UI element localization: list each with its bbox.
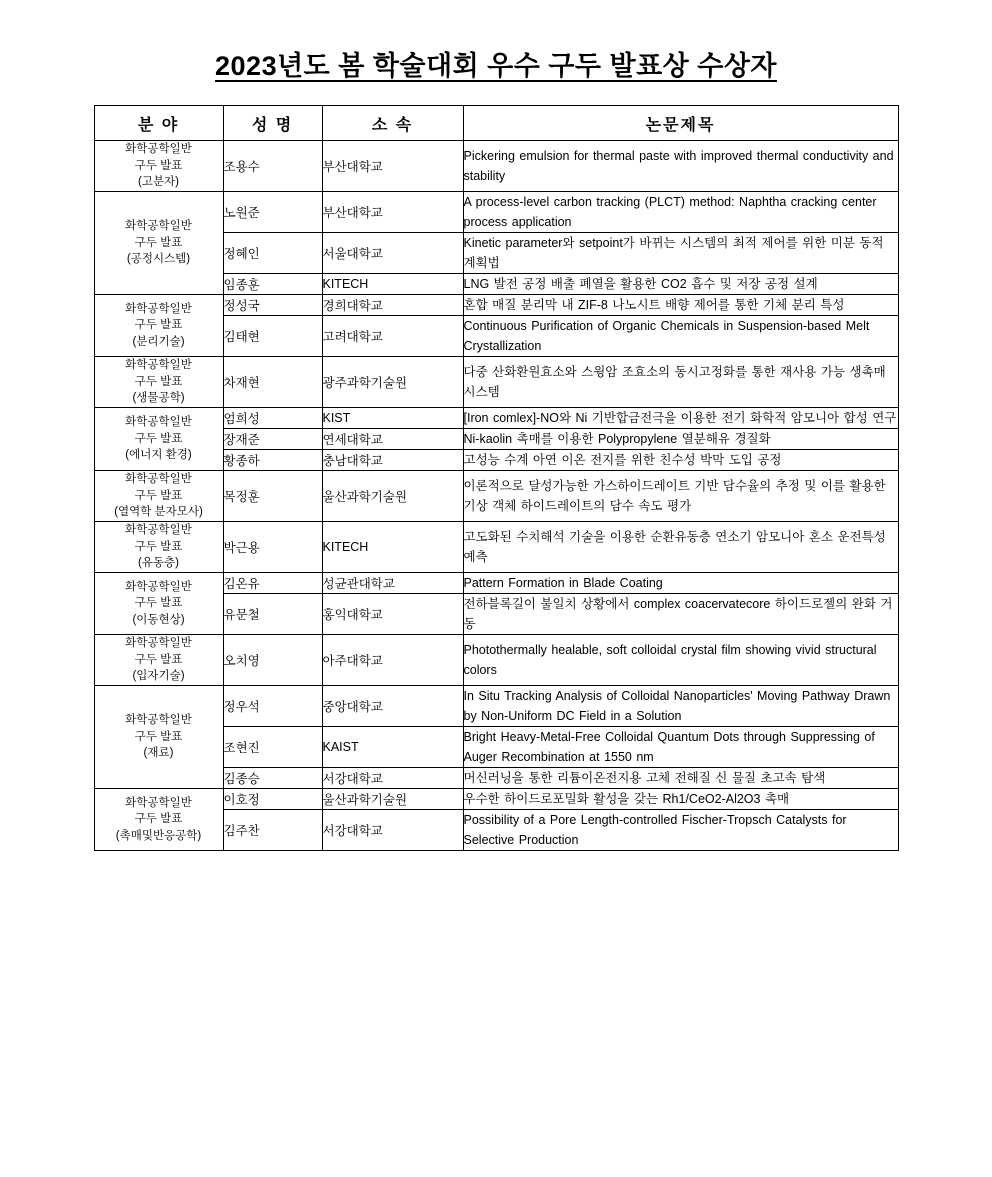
field-line: 구두 발표 xyxy=(134,432,183,445)
cell-name: 오치영 xyxy=(223,635,322,686)
table-row xyxy=(94,357,898,408)
cell-name: 김태현 xyxy=(223,316,322,357)
field-line: (유동층) xyxy=(138,557,179,570)
field-line: 화학공학일반 xyxy=(125,524,192,537)
cell-paper-title: Pattern Formation in Blade Coating xyxy=(463,573,898,594)
cell-name: 목정훈 xyxy=(223,471,322,522)
field-line: (열역학 분자모사) xyxy=(114,506,203,519)
cell-affiliation: 연세대학교 xyxy=(322,429,463,450)
cell-name: 조용수 xyxy=(223,141,322,192)
field-line: (입자기술) xyxy=(132,670,185,683)
field-line: 화학공학일반 xyxy=(125,302,192,315)
cell-paper-title: 전하블록길이 불일치 상황에서 complex coacervatecore 하이드로젤의 완화 거동 xyxy=(463,594,898,635)
field-line: 구두 발표 xyxy=(134,489,183,502)
cell-name: 박근용 xyxy=(223,522,322,573)
cell-affiliation: KITECH xyxy=(322,274,463,295)
cell-field xyxy=(94,141,223,192)
field-line: 구두 발표 xyxy=(134,159,183,172)
cell-paper-title: 이론적으로 달성가능한 가스하이드레이트 기반 담수율의 추정 및 이를 활용한 기상 객체 하이드레이트의 담수 속도 평가 xyxy=(463,471,898,522)
field-line: 화학공학일반 xyxy=(125,714,192,727)
cell-paper-title: 혼합 매질 분리막 내 ZIF-8 나노시트 배향 제어를 통한 기체 분리 특성 xyxy=(463,295,898,316)
field-line: 화학공학일반 xyxy=(125,637,192,650)
cell-affiliation: KITECH xyxy=(322,522,463,573)
cell-paper-title: Continuous Purification of Organic Chemicals in Suspension-based Melt Crystallization xyxy=(463,316,898,357)
field-line: (재료) xyxy=(143,747,174,760)
cell-paper-title: 다중 산화환원효소와 스윙암 조효소의 동시고정화를 통한 재사용 가능 생촉매 시스템 xyxy=(463,357,898,408)
field-line: 화학공학일반 xyxy=(125,796,192,809)
table-row xyxy=(94,192,898,233)
cell-name: 장재준 xyxy=(223,429,322,450)
cell-name: 엄희성 xyxy=(223,408,322,429)
field-line: 화학공학일반 xyxy=(125,416,192,429)
page-title: 2023년도 봄 학술대회 우수 구두 발표상 수상자 xyxy=(215,51,777,81)
cell-affiliation: 아주대학교 xyxy=(322,635,463,686)
field-line: 구두 발표 xyxy=(134,319,183,332)
table-header xyxy=(94,106,898,141)
cell-paper-title: LNG 발전 공정 배출 폐열을 활용한 CO2 흡수 및 저장 공정 설계 xyxy=(463,274,898,295)
cell-affiliation: 광주과학기술원 xyxy=(322,357,463,408)
field-line: 화학공학일반 xyxy=(125,473,192,486)
cell-affiliation: 서강대학교 xyxy=(322,768,463,789)
cell-paper-title: Kinetic parameter와 setpoint가 바뀌는 시스템의 최적 제어를 위한 미분 동적 계획법 xyxy=(463,233,898,274)
field-line: 구두 발표 xyxy=(134,813,183,826)
table-row xyxy=(94,471,898,522)
field-line: (고분자) xyxy=(138,176,179,189)
cell-field xyxy=(94,357,223,408)
cell-affiliation: 경희대학교 xyxy=(322,295,463,316)
cell-affiliation: 부산대학교 xyxy=(322,192,463,233)
cell-field xyxy=(94,573,223,635)
column-header-field: 분 야 xyxy=(94,106,223,141)
cell-name: 정우석 xyxy=(223,686,322,727)
cell-field xyxy=(94,192,223,295)
cell-affiliation: 성균관대학교 xyxy=(322,573,463,594)
cell-paper-title: 고도화된 수치해석 기술을 이용한 순환유동층 연소기 암모니아 혼소 운전특성 예측 xyxy=(463,522,898,573)
cell-affiliation: 중앙대학교 xyxy=(322,686,463,727)
field-line: 구두 발표 xyxy=(134,540,183,553)
column-header-affiliation: 소 속 xyxy=(322,106,463,141)
field-line: (에너지 환경) xyxy=(125,449,192,462)
cell-paper-title: In Situ Tracking Analysis of Colloidal Nanoparticles' Moving Pathway Drawn by Non-Uniform DC Field in a Solution xyxy=(463,686,898,727)
field-line: 구두 발표 xyxy=(134,375,183,388)
table-row xyxy=(94,295,898,316)
cell-name: 황종하 xyxy=(223,450,322,471)
cell-paper-title: Photothermally healable, soft colloidal crystal film showing vivid structural colors xyxy=(463,635,898,686)
table-row xyxy=(94,141,898,192)
cell-name: 조현진 xyxy=(223,727,322,768)
cell-affiliation: 부산대학교 xyxy=(322,141,463,192)
cell-affiliation: 충남대학교 xyxy=(322,450,463,471)
table-body xyxy=(94,141,898,851)
cell-affiliation: KIST xyxy=(322,408,463,429)
cell-paper-title: 우수한 하이드로포밀화 활성을 갖는 Rh1/CeO2-Al2O3 촉매 xyxy=(463,789,898,810)
cell-paper-title: 고성능 수계 아연 이온 전지를 위한 친수성 박막 도입 공정 xyxy=(463,450,898,471)
award-list-table xyxy=(94,105,899,851)
cell-name: 유문철 xyxy=(223,594,322,635)
field-line: (생물공학) xyxy=(132,392,185,405)
cell-affiliation: 울산과학기술원 xyxy=(322,471,463,522)
table-header-row xyxy=(94,106,898,141)
cell-affiliation: 울산과학기술원 xyxy=(322,789,463,810)
cell-paper-title: Possibility of a Pore Length-controlled Fischer-Tropsch Catalysts for Selective Production xyxy=(463,810,898,851)
cell-name: 김주찬 xyxy=(223,810,322,851)
field-line: 화학공학일반 xyxy=(125,580,192,593)
field-line: 구두 발표 xyxy=(134,236,183,249)
cell-paper-title: Ni-kaolin 촉매를 이용한 Polypropylene 열분해유 경질화 xyxy=(463,429,898,450)
cell-paper-title: [Iron comlex]-NO와 Ni 기반합금전극을 이용한 전기 화학적 암모니아 합성 연구 xyxy=(463,408,898,429)
cell-name: 차재현 xyxy=(223,357,322,408)
field-line: (촉매및반응공학) xyxy=(115,829,202,842)
field-line: 구두 발표 xyxy=(134,653,183,666)
cell-affiliation: 서울대학교 xyxy=(322,233,463,274)
cell-affiliation: 서강대학교 xyxy=(322,810,463,851)
field-line: 화학공학일반 xyxy=(125,143,192,155)
table-row xyxy=(94,522,898,573)
cell-field xyxy=(94,522,223,573)
field-line: 화학공학일반 xyxy=(125,220,192,232)
cell-affiliation: 고려대학교 xyxy=(322,316,463,357)
cell-name: 정성국 xyxy=(223,295,322,316)
cell-field xyxy=(94,408,223,471)
table-row xyxy=(94,408,898,429)
field-line: 구두 발표 xyxy=(134,730,183,743)
cell-name: 김종승 xyxy=(223,768,322,789)
cell-affiliation: KAIST xyxy=(322,727,463,768)
cell-paper-title: Bright Heavy-Metal-Free Colloidal Quantum Dots through Suppressing of Auger Recombination at 1550 nm xyxy=(463,727,898,768)
cell-field xyxy=(94,471,223,522)
cell-field xyxy=(94,789,223,851)
field-line: 화학공학일반 xyxy=(125,359,192,372)
cell-name: 김온유 xyxy=(223,573,322,594)
cell-name: 임종훈 xyxy=(223,274,322,295)
field-line: 구두 발표 xyxy=(134,597,183,610)
cell-field xyxy=(94,635,223,686)
cell-name: 이호정 xyxy=(223,789,322,810)
table-row xyxy=(94,573,898,594)
table-row xyxy=(94,686,898,727)
table-row xyxy=(94,635,898,686)
cell-field xyxy=(94,686,223,789)
cell-name: 정혜인 xyxy=(223,233,322,274)
field-line: (공정시스템) xyxy=(126,253,191,266)
cell-name: 노원준 xyxy=(223,192,322,233)
cell-paper-title: A process-level carbon tracking (PLCT) method: Naphtha cracking center process application xyxy=(463,192,898,233)
column-header-name: 성 명 xyxy=(223,106,322,141)
field-line: (분리기술) xyxy=(132,335,185,348)
table-row xyxy=(94,789,898,810)
cell-field xyxy=(94,295,223,357)
cell-affiliation: 홍익대학교 xyxy=(322,594,463,635)
cell-paper-title: 머신러닝을 통한 리튬이온전지용 고체 전해질 신 물질 초고속 탐색 xyxy=(463,768,898,789)
column-header-paper-title: 논문제목 xyxy=(463,106,898,141)
cell-paper-title: Pickering emulsion for thermal paste with improved thermal conductivity and stability xyxy=(463,141,898,192)
field-line: (이동현상) xyxy=(132,613,185,626)
